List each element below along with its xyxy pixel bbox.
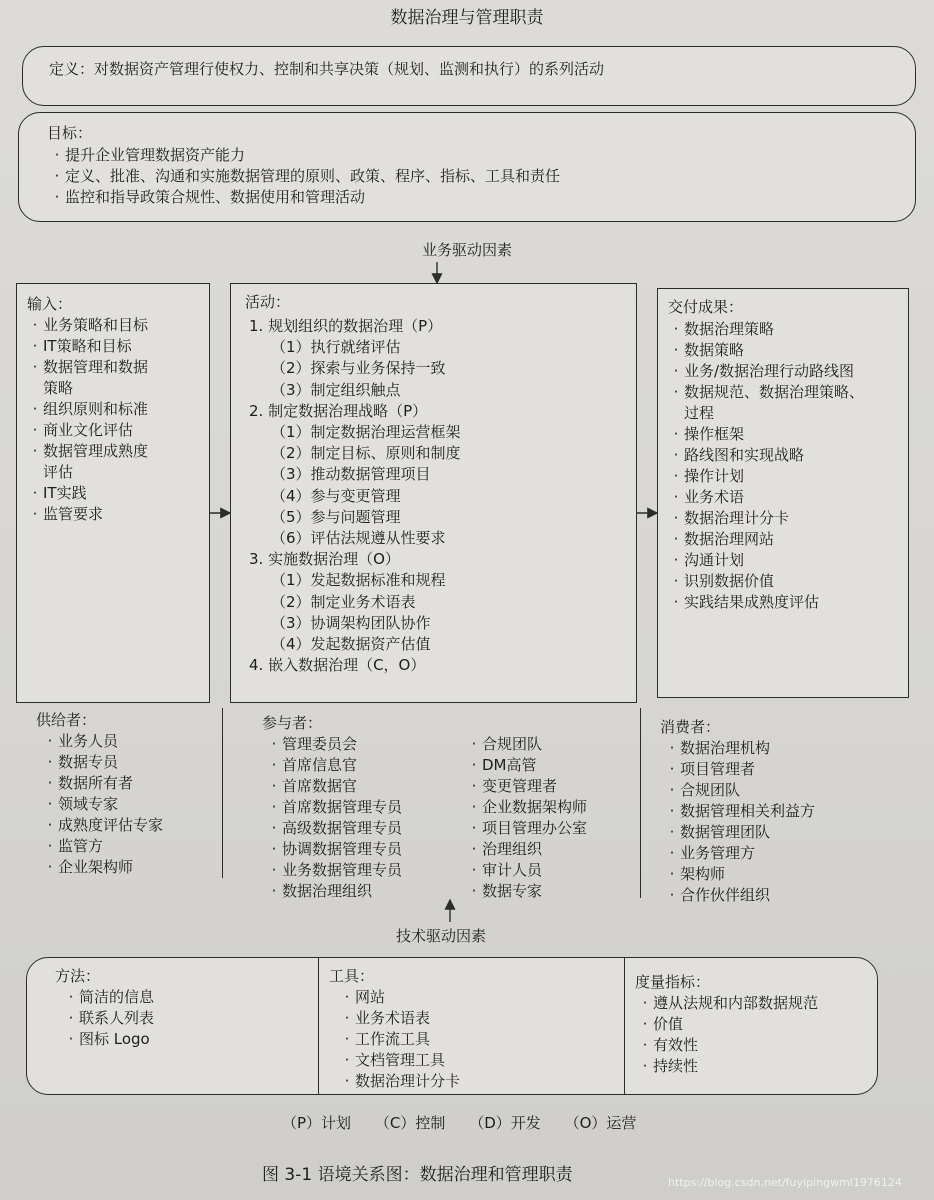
activity-group-title: 2. 制定数据治理战略（P）	[249, 401, 428, 420]
activity-group-title: 1. 规划组织的数据治理（P）	[249, 317, 443, 335]
divider-methods-tools	[318, 958, 319, 1094]
legend-operate: （O）运营	[564, 1114, 637, 1132]
consumer-item: · 数据治理机构	[669, 739, 771, 757]
legend	[282, 1113, 636, 1134]
legend-develop: （D）开发	[469, 1114, 541, 1132]
consumer-item: · 业务管理方	[669, 844, 756, 862]
tool-item: · 业务术语表	[344, 1009, 431, 1027]
business-drivers-label: 业务驱动因素	[421, 241, 512, 259]
participant-item: · 数据治理组织	[271, 882, 373, 900]
consumer-item: · 数据管理团队	[669, 823, 771, 841]
deliverables-list	[668, 319, 864, 613]
activities-box	[230, 283, 637, 703]
deliverable-item: · 数据治理策略	[673, 320, 775, 338]
deliverable-item-continued: 过程	[684, 404, 715, 422]
metric-item: · 遵从法规和内部数据规范	[642, 994, 819, 1012]
activities-list	[249, 316, 461, 676]
suppliers-heading: 供给者：	[36, 711, 97, 729]
deliverable-item: · 路线图和实现战略	[673, 446, 805, 464]
divider-suppliers	[222, 708, 223, 878]
tools-list	[339, 987, 460, 1092]
supplier-item: · 数据所有者	[47, 774, 134, 792]
consumers-list	[664, 738, 815, 906]
consumer-item: · 合规团队	[669, 781, 741, 799]
techniques-box	[26, 957, 878, 1095]
participant-item: · 业务数据管理专员	[271, 861, 403, 879]
activities-heading: 活动：	[245, 293, 291, 311]
deliverable-item: · 识别数据价值	[673, 572, 775, 590]
participant-item: · 协调数据管理专员	[271, 840, 403, 858]
consumers-section	[660, 717, 815, 906]
activity-item: （2）探索与业务保持一致	[271, 359, 446, 378]
supplier-item: · 数据专员	[47, 753, 119, 771]
participants-col2	[466, 734, 587, 902]
deliverable-item: · 数据规范、数据治理策略、	[673, 383, 865, 401]
participants-col1	[266, 734, 402, 902]
participant-item: · 首席信息官	[271, 756, 358, 774]
participant-item: · 首席数据管理专员	[271, 798, 403, 816]
tool-item: · 数据治理计分卡	[344, 1072, 461, 1090]
deliverable-item: · 业务/数据治理行动路线图	[673, 362, 855, 380]
tool-item: · 网站	[344, 988, 386, 1006]
supplier-item: · 监管方	[47, 837, 104, 855]
activity-item: （2）制定业务术语表	[271, 592, 416, 611]
goal-item: · 监控和指导政策合规性、数据使用和管理活动	[54, 188, 366, 206]
activity-item: （6）评估法规遵从性要求	[271, 529, 446, 548]
input-item: · IT实践	[32, 484, 87, 502]
activity-item: （4）参与变更管理	[271, 486, 401, 505]
definition-text: 定义：对数据资产管理行使权力、控制和共享决策（规划、监测和执行）的系列活动	[49, 60, 605, 78]
metrics-section	[635, 972, 818, 1077]
metric-item: · 持续性	[642, 1057, 699, 1075]
goal-item: · 提升企业管理数据资产能力	[54, 146, 246, 164]
activity-item: （2）制定目标、原则和制度	[271, 444, 461, 463]
input-item: · IT策略和目标	[32, 337, 132, 355]
deliverable-item: · 数据策略	[673, 341, 745, 359]
deliverable-item: · 数据治理网站	[673, 530, 775, 548]
watermark-url: https://blog.csdn.net/fuyipingwml1976124	[668, 1176, 902, 1189]
activity-item: （1）制定数据治理运营框架	[271, 423, 461, 442]
input-item: · 监管要求	[32, 505, 104, 523]
deliverables-heading: 交付成果：	[668, 298, 744, 316]
deliverable-item: · 操作框架	[673, 425, 745, 443]
deliverable-item: · 实践结果成熟度评估	[673, 593, 820, 611]
input-item: · 数据管理成熟度	[32, 442, 149, 460]
supplier-item: · 领域专家	[47, 795, 119, 813]
activity-group-title: 3. 实施数据治理（O）	[249, 550, 400, 569]
participant-item: · 管理委员会	[271, 735, 358, 753]
divider-tools-metrics	[624, 958, 625, 1094]
supplier-item: · 企业架构师	[47, 858, 134, 876]
figure-caption: 图 3-1 语境关系图：数据治理和管理职责	[262, 1165, 573, 1185]
consumer-item: · 数据管理相关利益方	[669, 802, 816, 820]
technical-drivers-label: 技术驱动因素	[396, 927, 487, 945]
deliverable-item: · 沟通计划	[673, 551, 745, 569]
activity-item: （3）协调架构团队协作	[271, 613, 431, 632]
consumers-heading: 消费者：	[660, 718, 721, 736]
tool-item: · 文档管理工具	[344, 1051, 446, 1069]
participant-item: · 合规团队	[471, 735, 543, 753]
activity-item: （5）参与问题管理	[271, 507, 401, 526]
inputs-list	[27, 315, 148, 525]
consumer-item: · 合作伙伴组织	[669, 886, 771, 904]
method-item: · 简洁的信息	[68, 988, 155, 1006]
activity-item: （1）发起数据标准和规程	[271, 571, 446, 590]
deliverable-item: · 数据治理计分卡	[673, 509, 790, 527]
legend-plan: （P）计划	[282, 1114, 352, 1132]
metrics-heading: 度量指标：	[635, 973, 711, 991]
input-item-continued: 评估	[43, 463, 74, 481]
input-item: · 数据管理和数据	[32, 358, 149, 376]
suppliers-list	[42, 731, 163, 878]
legend-control: （C）控制	[374, 1114, 446, 1132]
participants-heading: 参与者：	[262, 714, 323, 732]
methods-section	[55, 966, 154, 1050]
goal-item: · 定义、批准、沟通和实施数据管理的原则、政策、程序、指标、工具和责任	[54, 167, 561, 185]
input-item: · 商业文化评估	[32, 421, 134, 439]
participant-item: · 首席数据官	[271, 777, 358, 795]
participant-item: · DM高管	[471, 756, 537, 774]
divider-consumers	[640, 708, 641, 898]
input-item-continued: 策略	[43, 379, 74, 397]
input-item: · 组织原则和标准	[32, 400, 149, 418]
methods-heading: 方法：	[55, 967, 101, 985]
participant-item: · 项目管理办公室	[471, 819, 588, 837]
activity-item: （1）执行就绪评估	[271, 338, 401, 357]
participant-item: · 审计人员	[471, 861, 543, 879]
tool-item: · 工作流工具	[344, 1030, 431, 1048]
deliverable-item: · 操作计划	[673, 467, 745, 485]
deliverables-box	[657, 288, 909, 698]
activity-item: （4）发起数据资产估值	[271, 635, 431, 654]
participant-item: · 治理组织	[471, 840, 543, 858]
participant-item: · 高级数据管理专员	[271, 819, 403, 837]
participant-item: · 数据专家	[471, 882, 543, 900]
method-item: · 图标 Logo	[68, 1030, 150, 1048]
participants-section	[262, 713, 402, 902]
activity-group-title: 4. 嵌入数据治理（C，O）	[249, 656, 426, 675]
metric-item: · 有效性	[642, 1036, 699, 1054]
tools-section	[329, 966, 460, 1092]
inputs-box	[16, 283, 210, 703]
deliverable-item: · 业务术语	[673, 488, 745, 506]
metrics-list	[637, 993, 818, 1077]
inputs-heading: 输入：	[27, 295, 73, 313]
activity-item: （3）推动数据管理项目	[271, 465, 431, 484]
activity-item: （3）制定组织触点	[271, 380, 401, 399]
participant-item: · 变更管理者	[471, 777, 558, 795]
supplier-item: · 业务人员	[47, 732, 119, 750]
metric-item: · 价值	[642, 1015, 684, 1033]
tools-heading: 工具：	[329, 967, 375, 985]
method-item: · 联系人列表	[68, 1009, 155, 1027]
supplier-item: · 成熟度评估专家	[47, 816, 164, 834]
consumer-item: · 项目管理者	[669, 760, 756, 778]
participant-item: · 企业数据架构师	[471, 798, 588, 816]
suppliers-section	[36, 710, 163, 878]
methods-list	[63, 987, 154, 1050]
diagram-title: 数据治理与管理职责	[390, 8, 544, 28]
input-item: · 业务策略和目标	[32, 316, 149, 334]
consumer-item: · 架构师	[669, 865, 726, 883]
goals-heading: 目标：	[47, 124, 93, 142]
